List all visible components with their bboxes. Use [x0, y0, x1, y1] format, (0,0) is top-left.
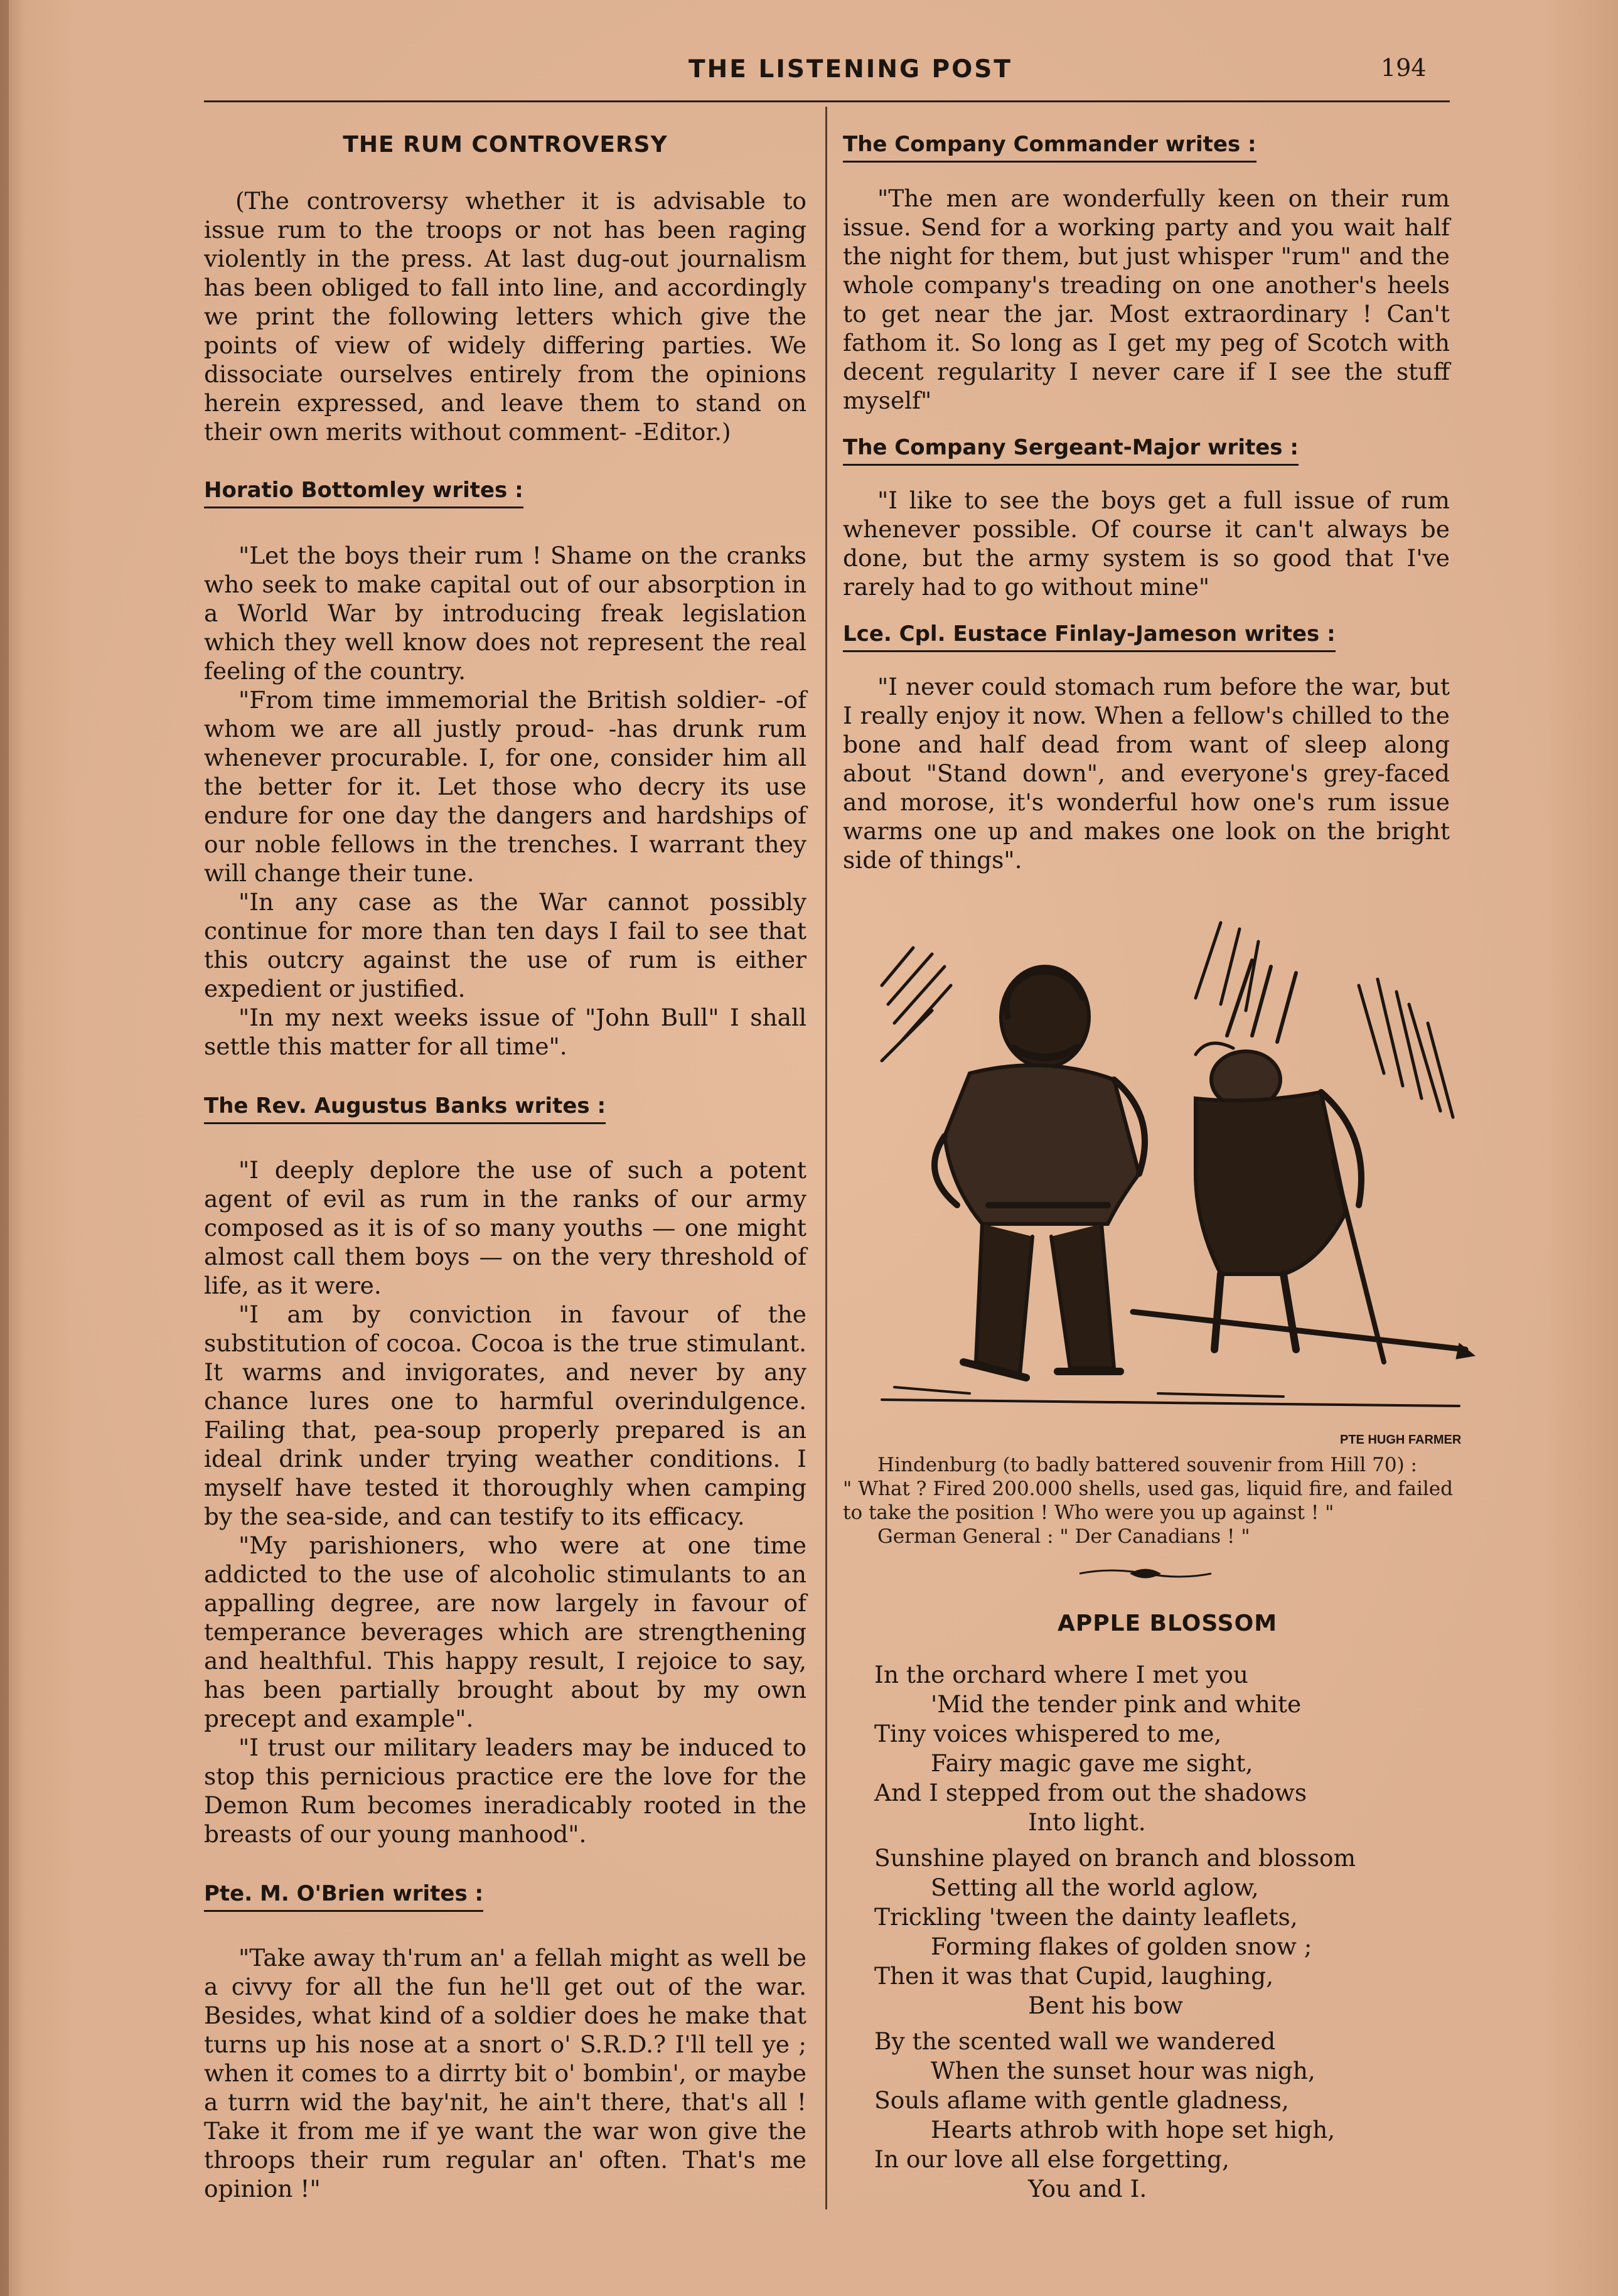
letter-paragraph: "Let the boys their rum ! Shame on the cranks who seek to make capital out of our absorption in a World War by introducing freak legislation which they well know does not represent the real feeling of the country. — [204, 542, 806, 685]
cartoon-caption — [843, 1453, 1471, 1548]
column-divider — [825, 107, 827, 2209]
hindenburg-figure — [935, 967, 1145, 1378]
letter-bottomley — [204, 478, 806, 1061]
poem-line: Setting all the world aglow, — [931, 1874, 1259, 1901]
letter-paragraph: "Take away th'rum an' a fellah might as well be a civvy for all the fun he'll get out of the war. Besides, what kind of a soldier does he make that turns up his nose at a snort o' S.R.D.? I'll tell ye ; when it comes to a dirrty bit o' bombin', or maybe a turrn wid the bay'nit, he ain't there, that's all ! Take it from me if ye want the war won give the throops their rum regular an' often. That's me opinion !" — [204, 1944, 806, 2202]
letter-heading: The Rev. Augustus Banks writes : — [204, 1093, 606, 1124]
poem-stanza — [874, 1660, 1439, 1837]
poem-line: Sunshine played on branch and blossom — [874, 1844, 1356, 1872]
letter-paragraph: "I deeply deplore the use of such a potent agent of evil as rum in the ranks of our army composed as it is of so many youths — one might almost call them boys — on the very threshold of life, as it were. — [204, 1156, 806, 1299]
header-rule — [204, 100, 1450, 102]
letter-paragraph: "From time immemorial the British soldier- -of whom we are all justly proud- -has drunk rum whenever procurable. I, for one, consider him all the better for it. Let those who decry its use endure for one day the dangers and hardships of our noble fellows in the trenches. I warrant they will change their tune. — [204, 686, 806, 887]
letter-paragraph: "I am by conviction in favour of the substitution of cocoa. Cocoa is the true stimulant. It warms and invigorates, and never by any chance lures one to harmful overindulgence. Failing that, pea-soup properly prepared is an ideal drink under trying weather conditions. I myself have tested it thoroughly when camping by the sea-side, and can testify to its efficacy. — [204, 1301, 806, 1530]
caption-line: German General : " Der Canadians ! " — [877, 1525, 1250, 1548]
poem-line: 'Mid the tender pink and white — [931, 1690, 1302, 1718]
letter-sergeant-major — [843, 435, 1450, 601]
poem-line: Tiny voices whispered to me, — [874, 1720, 1222, 1747]
page-number: 194 — [1381, 54, 1427, 82]
caption-line: " What ? Fired 200.000 shells, used gas, liquid fire, and failed to take the position ! Who were you up against ! " — [843, 1478, 1453, 1524]
ground-hatching — [882, 1387, 1459, 1406]
poem-line: In our love all else forgetting, — [874, 2145, 1230, 2173]
poem-line: Forming flakes of golden snow ; — [931, 1933, 1312, 1960]
letter-finlay-jameson — [843, 621, 1450, 874]
poem-line: Fairy magic gave me sight, — [931, 1749, 1253, 1777]
cartoon-illustration — [844, 910, 1481, 1450]
cartoon-signature: PTE HUGH FARMER — [1340, 1433, 1462, 1447]
poem-line: Then it was that Cupid, laughing, — [874, 1962, 1274, 1990]
publication-title: THE LISTENING POST — [688, 55, 1012, 83]
poem-line: Trickling 'tween the dainty leaflets, — [874, 1903, 1298, 1931]
letter-heading: Pte. M. O'Brien writes : — [204, 1881, 483, 1912]
poem-stanza — [874, 1843, 1439, 2020]
poem-apple-blossom — [874, 1660, 1439, 2210]
article-title: THE RUM CONTROVERSY — [343, 132, 668, 158]
right-column — [843, 132, 1450, 874]
poem-title: APPLE BLOSSOM — [1057, 1611, 1278, 1636]
letter-company-commander — [843, 132, 1450, 415]
caption-line: Hindenburg (to badly battered souvenir from Hill 70) : — [877, 1454, 1417, 1476]
decorative-divider — [1073, 1564, 1218, 1583]
letter-paragraph: "In any case as the War cannot possibly continue for more than ten days I fail to see that this outcry against the use of rum is either expedient or justified. — [204, 888, 806, 1002]
letter-heading: The Company Commander writes : — [843, 132, 1256, 163]
letter-paragraph: "My parishioners, who were at one time addicted to the use of alcoholic stimulants to an appalling degree, are now largely in favour of temperance beverages which are strengthening and healthful. This happy result, I rejoice to say, has been partially brought about by my own precept and example". — [204, 1532, 806, 1732]
page-spine-shadow — [0, 0, 9, 2296]
letter-paragraph: "In my next weeks issue of "John Bull" I shall settle this matter for all time". — [204, 1004, 806, 1060]
rifle — [1133, 1312, 1465, 1349]
letter-heading: The Company Sergeant-Major writes : — [843, 435, 1299, 466]
letter-heading: Lce. Cpl. Eustace Finlay-Jameson writes : — [843, 621, 1336, 652]
editor-intro: (The controversy whether it is advisable to issue rum to the troops or not has been raging violently in the press. At last dug-out journalism has been obliged to fall into line, and accordingly we print the following letters which give the points of view of widely differing parties. We dissociate ourselves entirely from the opinions herein expressed, and leave them to stand on their own merits without comment- -Editor.) — [204, 187, 806, 446]
letter-banks — [204, 1093, 806, 1848]
left-column — [204, 132, 806, 2203]
poem-line: Into light. — [1028, 1808, 1146, 1836]
letter-paragraph: "I never could stomach rum before the war, but I really enjoy it now. When a fellow's chilled to the bone and half dead from want of sleep along about "Stand down", and everyone's grey-faced and morose, it's wonderful how one's rum issue warms one up and makes one look on the bright side of things". — [843, 673, 1450, 874]
battered-general-figure — [1196, 960, 1384, 1362]
letter-paragraph: "I trust our military leaders may be induced to stop this pernicious practice ere the love for the Demon Rum becomes ineradicably rooted in the breasts of our young manhood". — [204, 1734, 806, 1848]
poem-line: When the sunset hour was nigh, — [931, 2057, 1315, 2084]
letter-paragraph: "The men are wonderfully keen on their rum issue. Send for a working party and you wait half the night for them, but just whisper "rum" and the whole company's treading on one another's heels to get near the jar. Most extraordinary ! Can't fathom it. So long as I get my peg of Scotch with decent regularity I never care if I see the stuff myself" — [843, 185, 1450, 414]
poem-line: Souls aflame with gentle gladness, — [874, 2086, 1289, 2114]
poem-line: You and I. — [1028, 2175, 1147, 2202]
poem-line: And I stepped from out the shadows — [874, 1779, 1307, 1806]
letter-heading: Horatio Bottomley writes : — [204, 478, 523, 508]
poem-stanza — [874, 2027, 1439, 2204]
letter-obrien — [204, 1881, 806, 2203]
letter-paragraph: "I like to see the boys get a full issue of rum whenever possible. Of course it can't always be done, but the army system is so good that I've rarely had to go without mine" — [843, 486, 1450, 601]
poem-line: Hearts athrob with hope set high, — [931, 2116, 1336, 2143]
poem-line: By the scented wall we wandered — [874, 2027, 1276, 2055]
poem-line: Bent his bow — [1028, 1992, 1183, 2019]
poem-line: In the orchard where I met you — [874, 1661, 1248, 1688]
